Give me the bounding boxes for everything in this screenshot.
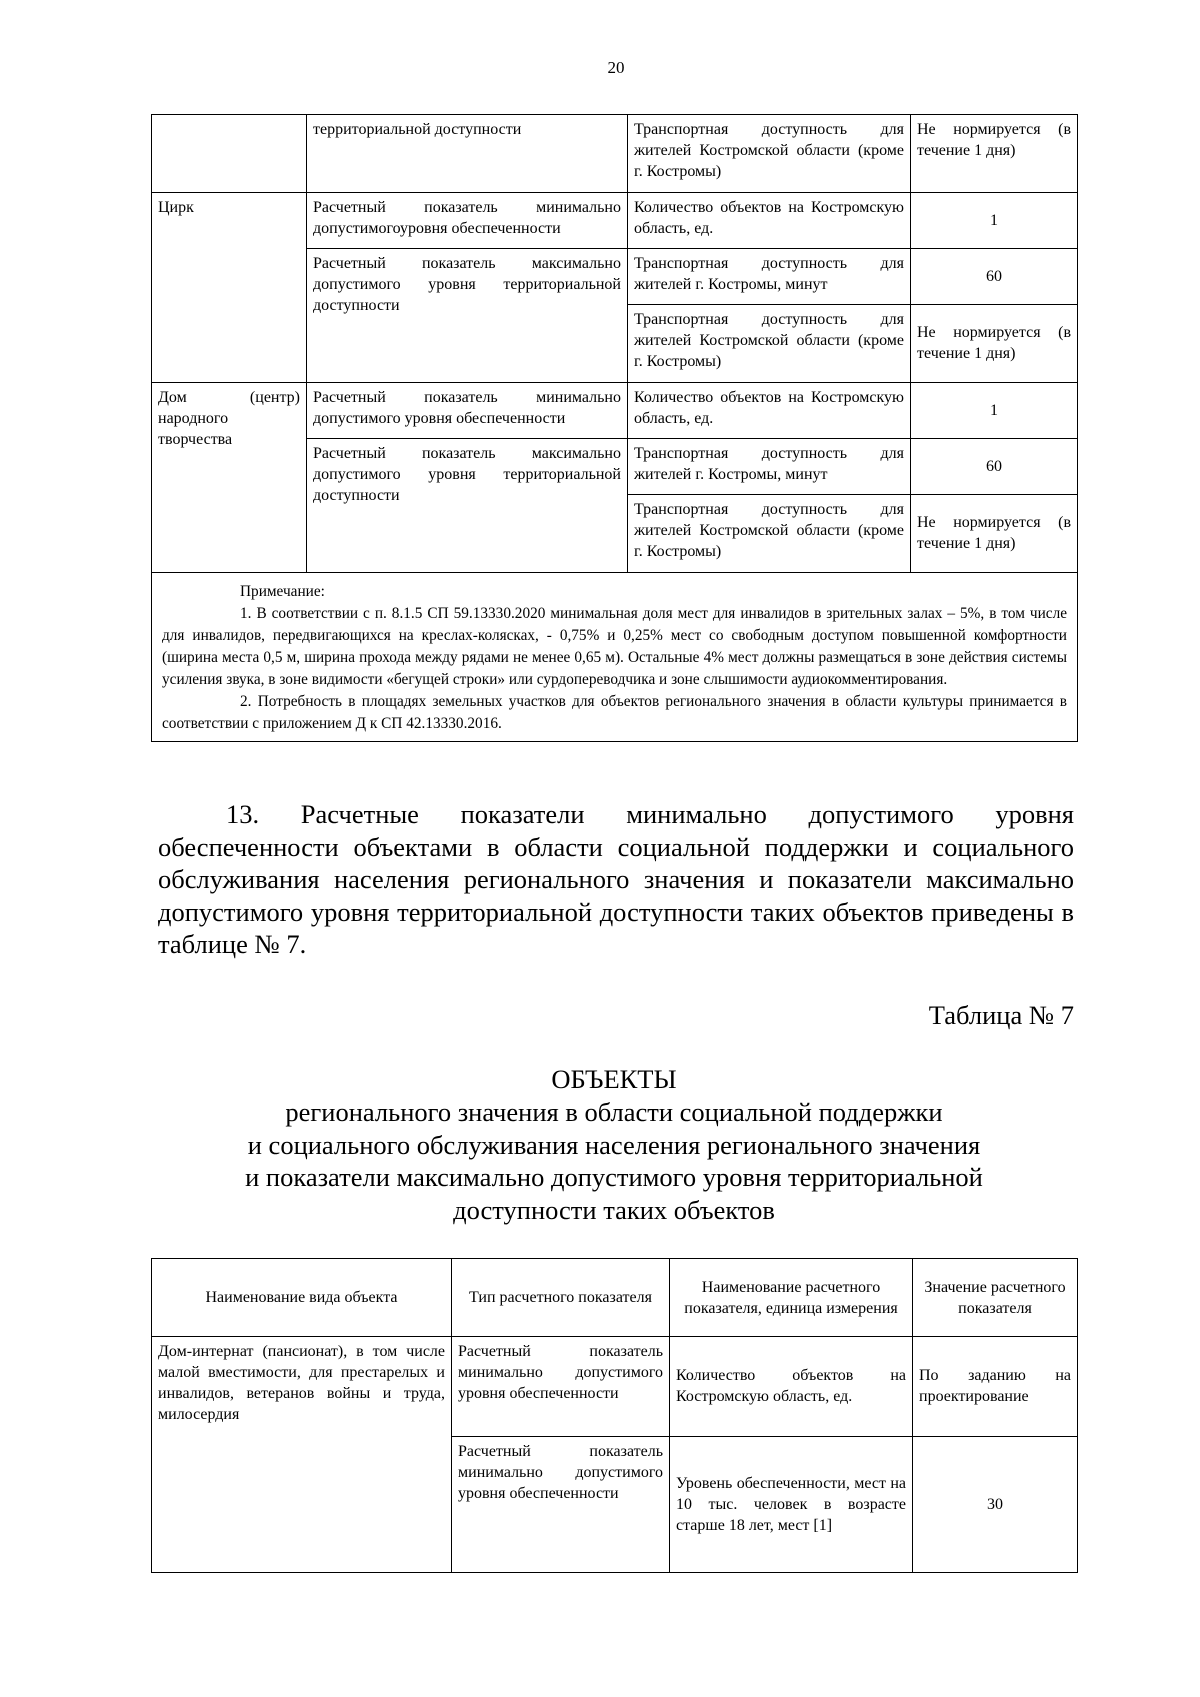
paragraph-13 — [158, 798, 1074, 961]
object-name-cell: Дом (центр) народного творчества — [152, 383, 307, 573]
column-header: Наименование расчетного показателя, единица измерения — [670, 1259, 913, 1337]
table-cell: Количество объектов на Костромскую область, ед. — [628, 193, 911, 249]
column-header: Значение расчетного показателя — [913, 1259, 1078, 1337]
table-row — [152, 115, 1078, 193]
table-cell: 30 — [913, 1437, 1078, 1573]
table-title — [151, 1063, 1077, 1227]
table-cell: Транспортная доступность для жителей г. Костромы, минут — [628, 439, 911, 495]
object-name-cell: Дом-интернат (пансионат), в том числе малой вместимости, для престарелых и инвалидов, ветеранов войны и труда, милосердия — [152, 1337, 452, 1573]
table-cell: Не нормируется (в течение 1 дня) — [911, 495, 1078, 573]
table-cell: Расчетный показатель минимально допустимогоуровня обеспеченности — [307, 193, 628, 249]
paragraph-text: 13. Расчетные показатели минимально допустимого уровня обеспеченности объектами в области социальной поддержки и социального обслуживания населения регионального значения и показатели максимально допустимого уровня территориальной доступности таких объектов приведены в таблице № 7. — [158, 799, 1074, 960]
title-line: доступности таких объектов — [453, 1195, 775, 1226]
table-cell: Расчетный показатель максимально допустимого уровня территориальной доступности — [307, 439, 628, 573]
note-item: 1. В соответствии с п. 8.1.5 СП 59.13330.2020 минимальная доля мест для инвалидов в зрительных залах – 5%, в том числе для инвалидов, передвигающихся на креслах-колясках, - 0,75% и 0,25% мест со свободным доступом повышенной комфортности (ширина места 0,5 м, ширина прохода между рядами не менее 0,65 м). Остальные 4% мест должны размещаться в зоне действия системы усиления звука, в зоне видимости «бегущей строки» или сурдопереводчика и зоне слышимости аудиокомментирования. — [162, 605, 1067, 688]
table-cell: Транспортная доступность для жителей г. Костромы, минут — [628, 249, 911, 305]
table-cell: Расчетный показатель минимально допустимого уровня обеспеченности — [307, 383, 628, 439]
title-line: ОБЪЕКТЫ — [551, 1064, 677, 1094]
note-title: Примечание: — [240, 583, 325, 600]
table-cell: 1 — [911, 193, 1078, 249]
table-cell: Транспортная доступность для жителей Костромской области (кроме г. Костромы) — [628, 305, 911, 383]
title-line: регионального значения в области социальной поддержки — [285, 1096, 943, 1127]
table-cell: Уровень обеспеченности, мест на 10 тыс. человек в возрасте старше 18 лет, мест [1] — [670, 1437, 913, 1573]
page-number: 20 — [607, 58, 625, 77]
note-item: 2. Потребность в площадях земельных участков для объектов регионального значения в области культуры принимается в соответствии с приложением Д к СП 42.13330.2016. — [162, 693, 1067, 732]
title-line: и социального обслуживания населения регионального значения — [247, 1129, 981, 1160]
table-cell: Не нормируется (в течение 1 дня) — [911, 305, 1078, 383]
table-cell: Расчетный показатель максимально допустимого уровня территориальной доступности — [307, 249, 628, 383]
table-row — [152, 193, 1078, 249]
table-header-row — [152, 1259, 1078, 1337]
table-row — [152, 1337, 1078, 1437]
table-cell: Расчетный показатель минимально допустимого уровня обеспеченности — [452, 1337, 670, 1437]
table-row — [152, 383, 1078, 439]
table-cell: территориальной доступности — [307, 115, 628, 193]
table-cell: 1 — [911, 383, 1078, 439]
table-cell: Расчетный показатель минимально допустимого уровня обеспеченности — [452, 1437, 670, 1573]
table-cell: Не нормируется (в течение 1 дня) — [911, 115, 1078, 193]
table-cell: Количество объектов на Костромскую область, ед. — [628, 383, 911, 439]
table-cell: 60 — [911, 249, 1078, 305]
table-cell: Количество объектов на Костромскую область, ед. — [670, 1337, 913, 1437]
table-note — [152, 573, 1078, 742]
table-cell — [152, 115, 307, 193]
table-number-label: Таблица № 7 — [928, 1000, 1074, 1030]
object-name-cell: Цирк — [152, 193, 307, 383]
table-cell: 60 — [911, 439, 1078, 495]
table-cell: Транспортная доступность для жителей Костромской области (кроме г. Костромы) — [628, 115, 911, 193]
culture-objects-table-continued — [151, 114, 1078, 742]
table-cell: По заданию на проектирование — [913, 1337, 1078, 1437]
column-header: Тип расчетного показателя — [452, 1259, 670, 1337]
table-row — [152, 573, 1078, 742]
column-header: Наименование вида объекта — [152, 1259, 452, 1337]
title-line: и показатели максимально допустимого уровня территориальной — [245, 1162, 983, 1193]
table-cell: Транспортная доступность для жителей Костромской области (кроме г. Костромы) — [628, 495, 911, 573]
social-objects-table — [151, 1258, 1078, 1573]
